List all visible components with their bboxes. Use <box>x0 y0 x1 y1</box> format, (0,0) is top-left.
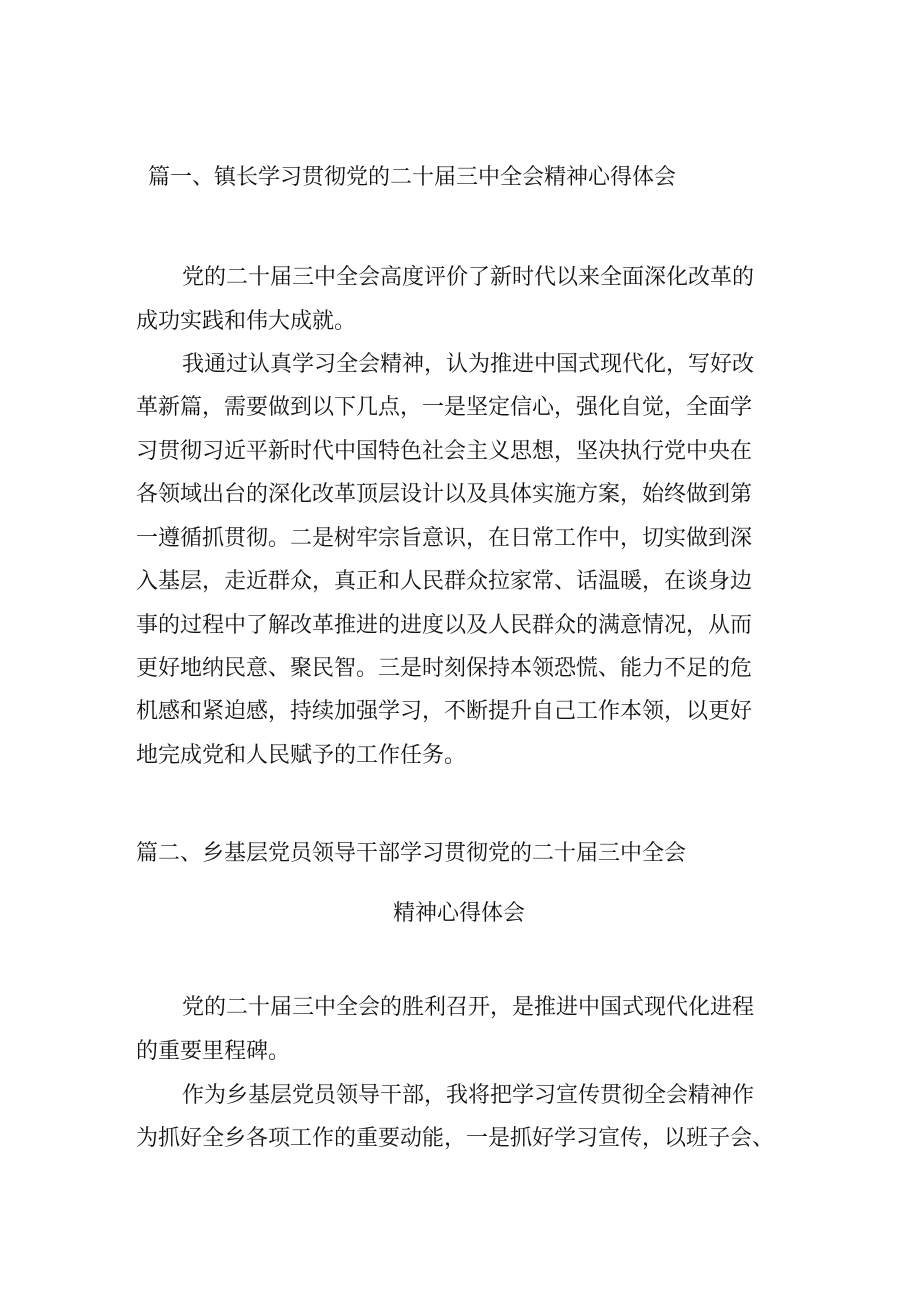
paragraph-line: 为抓好全乡各项工作的重要动能，一是抓好学习宣传，以班子会、 <box>136 1126 775 1151</box>
paragraph-line: 我通过认真学习全会精神，认为推进中国式现代化，写好改 <box>182 352 755 377</box>
paragraph-line: 更好地纳民意、聚民智。三是时刻保持本领恐慌、能力不足的危 <box>136 656 753 681</box>
paragraph-line: 作为乡基层党员领导干部，我将把学习宣传贯彻全会精神作 <box>182 1083 755 1108</box>
section-title: 篇一、镇长学习贯彻党的二十届三中全会精神心得体会 <box>148 165 677 190</box>
paragraph-line: 一遵循抓贯彻。二是树牢宗旨意识，在日常工作中，切实做到深 <box>136 526 753 551</box>
paragraph-line: 地完成党和人民赋予的工作任务。 <box>136 743 467 768</box>
paragraph-line: 成功实践和伟大成就。 <box>136 309 357 334</box>
paragraph-line: 的重要里程碑。 <box>136 1039 291 1064</box>
paragraph-line: 党的二十届三中全会的胜利召开，是推进中国式现代化进程 <box>182 995 755 1020</box>
paragraph-line: 机感和紧迫感，持续加强学习，不断提升自己工作本领，以更好 <box>136 699 753 724</box>
paragraph-line: 各领域出台的深化改革顶层设计以及具体实施方案，始终做到第 <box>136 482 753 507</box>
paragraph-line: 革新篇，需要做到以下几点，一是坚定信心，强化自觉，全面学 <box>136 395 753 420</box>
paragraph-line: 党的二十届三中全会高度评价了新时代以来全面深化改革的 <box>182 265 755 290</box>
paragraph-line: 入基层，走近群众，真正和人民群众拉家常、话温暖，在谈身边 <box>136 569 753 594</box>
section-title-continued: 精神心得体会 <box>393 901 526 926</box>
section-title: 篇二、乡基层党员领导干部学习贯彻党的二十届三中全会 <box>136 841 687 866</box>
paragraph-line: 习贯彻习近平新时代中国特色社会主义思想，坚决执行党中央在 <box>136 439 753 464</box>
paragraph-line: 事的过程中了解改革推进的进度以及人民群众的满意情况，从而 <box>136 613 753 638</box>
